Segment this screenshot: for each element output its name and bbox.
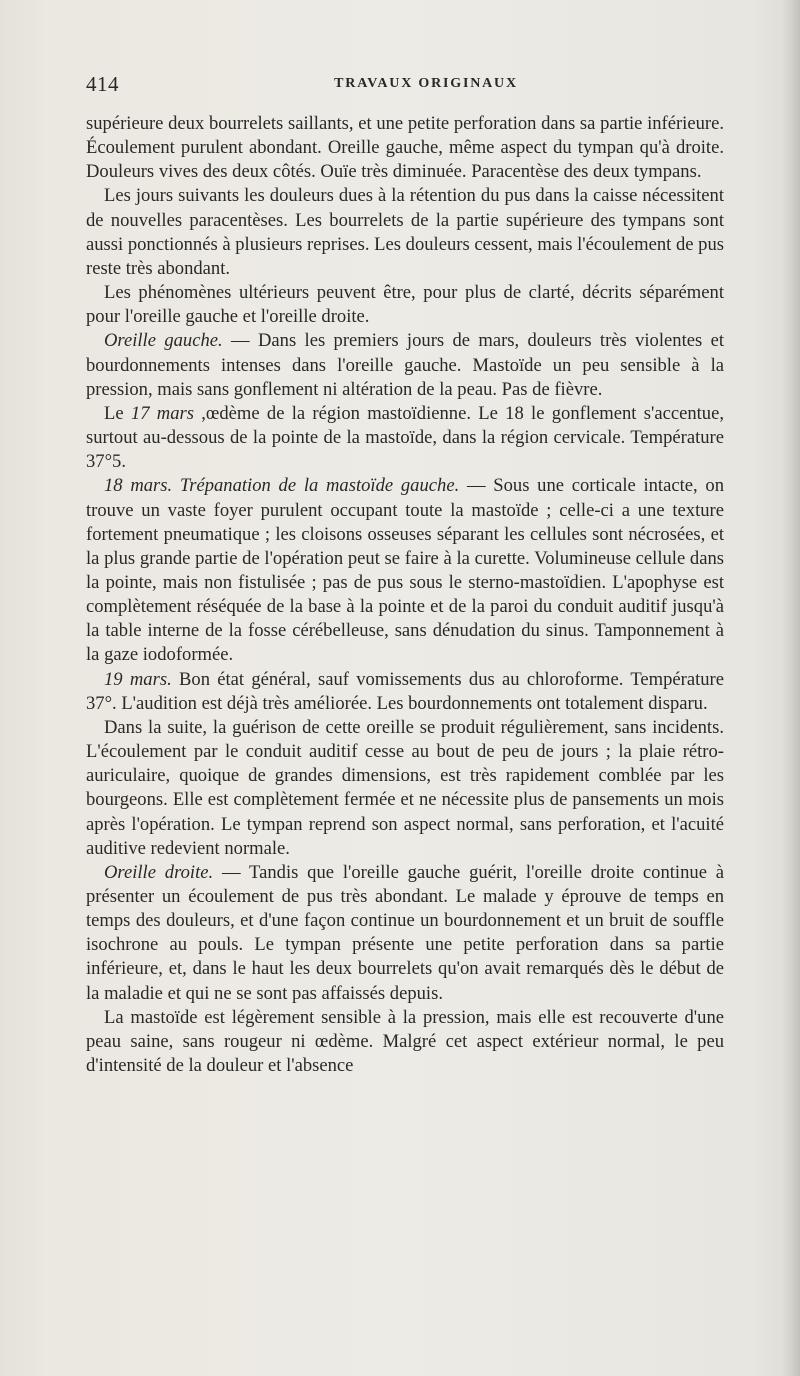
paragraph: Dans la suite, la guérison de cette oreille se produit régulièrement, sans incidents. L'écoulement par le conduit auditif cesse au bout de peu de jours ; la plaie rétro-auriculaire, quoique de grandes dimensions, est très rapidement comblée par les bourgeons. Elle est complètement fermée et ne nécessite plus de pansements un mois après l'opération. Le tympan reprend son aspect normal, sans perforation, et l'acuité auditive redevient normale. xyxy=(86,716,724,859)
paragraph: Les jours suivants les douleurs dues à la rétention du pus dans la caisse nécessitent de nouvelles paracentèses. Les bourrelets de la partie supérieure des tympans sont aussi ponctionnés à plusieurs reprises. Les douleurs cessent, mais l'écoulement de pus reste très abondant. xyxy=(86,185,724,279)
text-body xyxy=(86,112,724,1078)
date-lead: 19 mars. xyxy=(104,668,172,690)
page-header xyxy=(86,72,726,100)
paragraph: Le 17 mars ,œdème de la région mastoïdienne. Le 18 le gonflement s'accentue, surtout au-dessous de la pointe de la mastoïde, dans la région cervicale. Température 37°5. xyxy=(86,402,724,473)
section-lead: Oreille droite. xyxy=(104,861,214,883)
page-edge-shadow xyxy=(782,0,800,1376)
paragraph-oreille-droite: Oreille droite. — Tandis que l'oreille gauche guérit, l'oreille droite continue à présenter un écoulement de pus très abondant. Le malade y éprouve de temps en temps des douleurs, et d'une façon continue un bourdonnement et un bruit de souffle isochrone au pouls. Le tympan présente une petite perforation dans sa partie inférieure, et, dans le haut les deux bourrelets qu'on avait remarqués dès le début de la maladie et qui ne se sont pas affaissés depuis. xyxy=(86,861,725,1004)
page-number: 414 xyxy=(86,72,119,96)
paragraph: La mastoïde est légèrement sensible à la pression, mais elle est recouverte d'une peau saine, sans rougeur ni œdème. Malgré cet aspect extérieur normal, le peu d'intensité de la douleur et l'absence xyxy=(86,1006,724,1077)
paragraph: 19 mars. Bon état général, sauf vomissements dus au chloroforme. Température 37°. L'audition est déjà très améliorée. Les bourdonnements ont totalement disparu. xyxy=(86,668,724,714)
date-lead: 18 mars. Trépanation de la mastoïde gauche. xyxy=(104,475,460,497)
paragraph: supérieure deux bourrelets saillants, et une petite perforation dans sa partie inférieure. Écoulement purulent abondant. Oreille gauche, même aspect du tympan qu'à droite. Douleurs vives des deux côtés. Ouïe très diminuée. Paracentèse des deux tympans. xyxy=(86,113,724,183)
paragraph: Les phénomènes ultérieurs peuvent être, pour plus de clarté, décrits séparément pour l'oreille gauche et l'oreille droite. xyxy=(86,282,724,328)
date-lead: 17 mars xyxy=(130,402,194,424)
paragraph-trepanation: 18 mars. Trépanation de la mastoïde gauche. — Sous une corticale intacte, on trouve un vaste foyer purulent occupant toute la mastoïde ; celle-ci a une texture fortement pneumatique ; les cloisons osseuses séparant les cellules sont nécrosées, et la plus grande partie de l'opération peut se faire à la curette. Volumineuse cellule dans la pointe, mais non fistulisée ; pas de pus sous le sterno-mastoïdien. L'apophyse est complètement réséquée de la base à la pointe et de la paroi du conduit auditif jusqu'à la table interne de la fosse cérébelleuse, sans dénudation du sinus. Tamponnement à la gaze iodoformée. xyxy=(86,475,724,666)
running-head: TRAVAUX ORIGINAUX xyxy=(334,76,518,91)
section-lead: Oreille gauche. xyxy=(104,330,223,352)
paragraph-oreille-gauche: Oreille gauche. — Dans les premiers jours de mars, douleurs très violentes et bourdonnements intenses dans l'oreille gauche. Mastoïde un peu sensible à la pression, mais sans gonflement ni altération de la peau. Pas de fièvre. xyxy=(86,330,724,400)
